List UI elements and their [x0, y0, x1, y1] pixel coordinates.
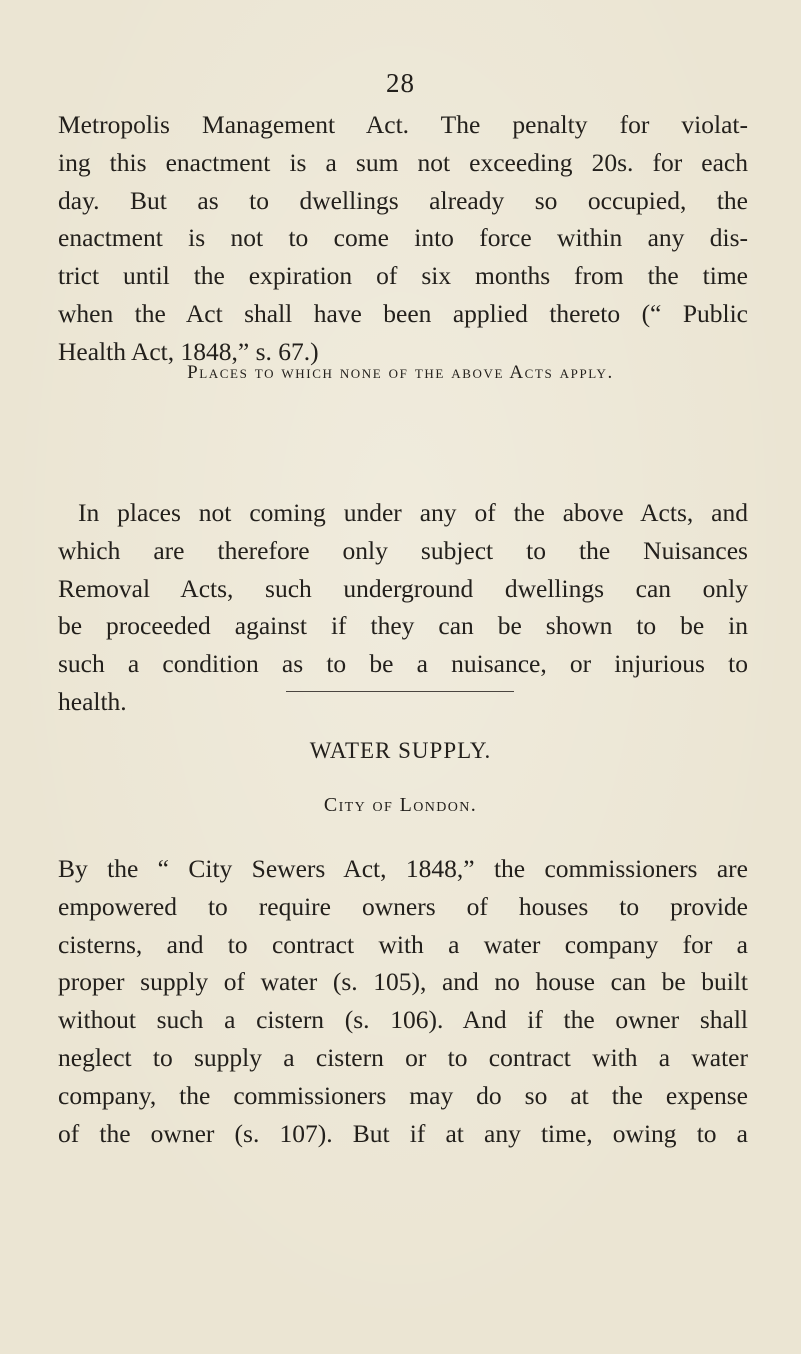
text-line: empowered to require owners of houses to provide — [58, 891, 748, 921]
section-subtitle-city-of-london: City of London. — [323, 794, 478, 816]
text-line: trict until the expiration of six months from the time — [58, 261, 748, 291]
text-line: neglect to supply a cistern or to contract with a water — [58, 1042, 748, 1072]
text-line: Metropolis Management Act. The penalty for violat- — [58, 110, 748, 139]
text-line: Removal Acts, such underground dwellings can only — [58, 573, 748, 603]
paragraph-public-health-act — [58, 106, 748, 371]
section-heading-places: Places to which none of the above Acts apply. — [187, 362, 614, 383]
section-divider — [286, 691, 514, 692]
section-title-water-supply: WATER SUPPLY. — [309, 738, 492, 763]
text-line: proper supply of water (s. 105), and no house can be built — [58, 967, 748, 997]
text-line: cisterns, and to contract with a water company for a — [58, 929, 748, 959]
text-line: without such a cistern (s. 106). And if the owner shall — [58, 1005, 748, 1035]
text-line: day. But as to dwellings already so occupied, the — [58, 185, 748, 215]
text-line: By the “ City Sewers Act, 1848,” the commissioners are — [58, 854, 748, 883]
text-line: Health Act, 1848,” s. 67.) — [58, 336, 319, 366]
paragraph-nuisances-removal — [58, 494, 748, 721]
text-line: be proceeded against if they can be shown to be in — [58, 611, 748, 641]
text-line: of the owner (s. 107). But if at any time, owing to a — [58, 1118, 748, 1148]
text-line: health. — [58, 686, 127, 716]
page-number: 28 — [386, 68, 415, 98]
paragraph-city-sewers-act — [58, 850, 748, 1152]
text-line: such a condition as to be a nuisance, or injurious to — [58, 649, 748, 679]
text-line: when the Act shall have been applied thereto (“ Public — [58, 298, 748, 328]
text-line: In places not coming under any of the above Acts, and — [78, 498, 748, 527]
text-line: company, the commissioners may do so at the expense — [58, 1080, 748, 1110]
text-line: enactment is not to come into force within any dis- — [58, 223, 748, 253]
text-line: ing this enactment is a sum not exceeding 20s. for each — [58, 147, 748, 177]
text-line: which are therefore only subject to the Nuisances — [58, 535, 748, 565]
